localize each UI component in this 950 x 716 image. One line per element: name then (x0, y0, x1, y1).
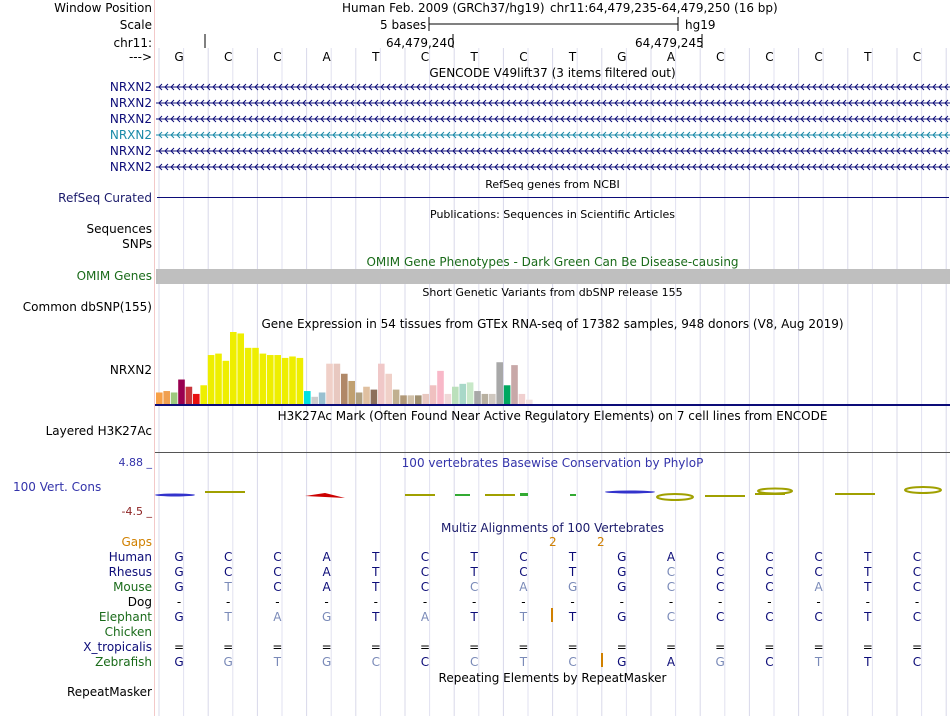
gtex-tissue-bar (163, 391, 170, 404)
aligned-base: T (864, 580, 872, 594)
coord-tick-left (448, 33, 458, 49)
aligned-base: T (814, 655, 823, 669)
gtex-tissue-bar (356, 392, 363, 404)
aligned-base: T (470, 565, 478, 579)
gtex-tissue-bar (274, 355, 281, 404)
reference-base: C (223, 50, 233, 64)
aligned-base: C (273, 550, 282, 564)
reference-base: T (372, 50, 380, 64)
species-label[interactable]: Rhesus (108, 565, 152, 579)
gtex-tissue-bar (496, 362, 503, 404)
phylop-mark (455, 494, 470, 496)
aligned-base: C (420, 580, 430, 594)
gtex-tissue-bar (504, 385, 511, 404)
aligned-base: = (567, 640, 578, 654)
gencode-gene-label[interactable]: NRXN2 (109, 128, 152, 142)
aligned-base: T (864, 565, 872, 579)
gtex-bar-chart[interactable] (155, 330, 950, 406)
gtex-tissue-bar (459, 384, 466, 404)
gencode-gene-label[interactable]: NRXN2 (109, 160, 152, 174)
aligned-base: - (226, 595, 231, 609)
window-position-label: Window Position (54, 1, 152, 15)
gtex-tissue-bar (445, 394, 452, 404)
aligned-base: - (668, 595, 674, 609)
phylop-mark (605, 491, 655, 494)
gtex-tissue-bar (452, 387, 459, 404)
aligned-base: = (223, 640, 234, 654)
aligned-base: C (765, 565, 774, 579)
aligned-base: A (666, 550, 676, 564)
aligned-base: A (814, 580, 823, 594)
aligned-base: A (322, 580, 331, 594)
aligned-base: T (372, 565, 380, 579)
aligned-base: C (814, 550, 823, 564)
assembly-text: Human Feb. 2009 (GRCh37/hg19) (342, 1, 545, 15)
phylop-mark (570, 494, 576, 496)
aligned-base: C (223, 565, 233, 579)
aligned-base: - (373, 595, 378, 609)
aligned-base: - (865, 595, 870, 609)
aligned-base: C (273, 580, 282, 594)
phylop-mark (758, 489, 792, 494)
gap-count-b: 2 (597, 535, 605, 549)
gtex-tissue-bar (437, 371, 444, 404)
gtex-tissue-bar (252, 348, 259, 404)
species-label[interactable]: Elephant (98, 610, 152, 624)
gencode-transcript[interactable] (156, 113, 950, 125)
gtex-tissue-bar (311, 397, 318, 404)
phylop-mark (405, 494, 435, 496)
aligned-base: G (174, 565, 184, 579)
aligned-base: - (521, 595, 526, 609)
gtex-tissue-bar (385, 374, 392, 404)
aligned-base: C (568, 655, 577, 669)
aligned-base: C (715, 550, 725, 564)
aligned-base: C (420, 565, 430, 579)
aligned-base: A (519, 580, 528, 594)
h3k27ac-baseline (155, 452, 950, 453)
aligned-base: = (419, 640, 431, 654)
gtex-tissue-bar (260, 354, 267, 404)
strand-label: ---> (128, 50, 152, 64)
aligned-base: T (470, 610, 478, 624)
gencode-transcript[interactable] (156, 161, 950, 173)
gtex-tissue-bar (511, 365, 518, 404)
phylop-mark (905, 487, 941, 493)
phylop-min: -4.5 _ (121, 505, 152, 518)
reference-base: G (174, 50, 184, 64)
aligned-base: - (324, 595, 329, 609)
aligned-base: - (472, 595, 477, 609)
gtex-tissue-bar (245, 348, 252, 404)
aligned-base: = (665, 640, 677, 654)
aligned-base: G (617, 610, 627, 624)
h3k27ac-label[interactable]: Layered H3K27Ac (45, 424, 152, 438)
scale-bar (428, 16, 680, 32)
aligned-base: C (469, 580, 479, 594)
gencode-title[interactable]: GENCODE V49lift37 (3 items filtered out) (429, 66, 676, 80)
scale-db: hg19 (685, 18, 716, 32)
multiz-title[interactable]: Multiz Alignments of 100 Vertebrates (440, 521, 665, 535)
coord-right: 64,479,245 (635, 36, 704, 50)
reference-base: T (864, 50, 872, 64)
aligned-base: T (372, 610, 380, 624)
aligned-base: T (470, 550, 478, 564)
aligned-base: T (224, 580, 232, 594)
gencode-gene-label[interactable]: NRXN2 (109, 112, 152, 126)
gtex-tissue-bar (237, 333, 244, 404)
coord-tick-right (697, 33, 707, 49)
omim-label[interactable]: OMIM Genes (76, 269, 152, 283)
gtex-tissue-bar (267, 355, 274, 404)
gtex-tissue-bar (378, 364, 385, 404)
aligned-base: - (718, 595, 723, 609)
gtex-tissue-bar (326, 364, 333, 404)
aligned-base: = (862, 640, 873, 654)
aligned-base: C (519, 565, 528, 579)
aligned-base: C (715, 580, 725, 594)
gap-count-a: 2 (549, 535, 557, 549)
aligned-base: T (864, 550, 872, 564)
gencode-gene-label[interactable]: NRXN2 (109, 96, 152, 110)
omim-bar[interactable] (156, 269, 950, 284)
species-label[interactable]: X_tropicalis (83, 640, 152, 654)
aligned-base: T (568, 610, 577, 624)
gencode-transcript[interactable] (156, 81, 950, 93)
aligned-base: G (223, 655, 233, 669)
refseq-gene-line[interactable] (157, 197, 949, 198)
aligned-base: C (912, 610, 922, 624)
reference-base: C (420, 50, 430, 64)
reference-base: C (715, 50, 725, 64)
gtex-tissue-bar (519, 394, 526, 404)
aligned-base: C (666, 565, 676, 579)
aligned-base: C (469, 655, 479, 669)
phylop-mark (155, 494, 195, 497)
gtex-tissue-bar (282, 358, 289, 404)
dbsnp-label[interactable]: Common dbSNP(155) (22, 300, 152, 314)
reference-base: C (273, 50, 282, 64)
refseq-title[interactable]: RefSeq genes from NCBI (485, 178, 620, 191)
gtex-tissue-bar (208, 355, 215, 404)
gtex-tissue-bar (319, 392, 326, 404)
aligned-base: C (715, 610, 725, 624)
reference-base: T (470, 50, 478, 64)
phylop-mark (305, 493, 345, 498)
aligned-base: G (567, 580, 578, 594)
omim-title[interactable]: OMIM Gene Phenotypes - Dark Green Can Be Disease-causing (366, 255, 739, 269)
reference-base: A (322, 50, 331, 64)
aligned-base: - (914, 595, 920, 609)
gtex-tissue-bar (186, 387, 193, 404)
aligned-base: = (813, 640, 824, 654)
phylop-mark (835, 493, 875, 495)
gtex-tissue-bar (474, 391, 481, 404)
aligned-base: C (666, 610, 676, 624)
gencode-gene-label[interactable]: NRXN2 (109, 80, 152, 94)
aligned-base: T (224, 610, 232, 624)
reference-base: C (765, 50, 774, 64)
gtex-tissue-bar (422, 394, 429, 404)
gtex-tissue-bar (178, 380, 185, 404)
aligned-base: - (816, 595, 821, 609)
gtex-title[interactable]: Gene Expression in 54 tissues from GTEx RNA-seq of 17382 samples, 948 donors (V8, Aug 2019) (261, 317, 844, 331)
gtex-tissue-bar (371, 390, 378, 404)
phylop-chart[interactable] (155, 480, 950, 504)
gencode-gene-label[interactable]: NRXN2 (109, 144, 152, 158)
gtex-tissue-bar (467, 382, 474, 404)
aligned-base: G (617, 565, 627, 579)
aligned-base: A (322, 550, 331, 564)
aligned-base: - (422, 595, 428, 609)
gtex-tissue-bar (363, 387, 370, 404)
species-label[interactable]: Mouse (113, 580, 152, 594)
gtex-tissue-bar (297, 358, 304, 404)
gtex-tissue-bar (193, 394, 200, 404)
aligned-base: A (666, 655, 676, 669)
aligned-base: G (321, 610, 332, 624)
gtex-tissue-bar (304, 391, 311, 404)
species-label[interactable]: Dog (127, 595, 152, 609)
h3k27ac-title[interactable]: H3K27Ac Mark (Often Found Near Active Regulatory Elements) on 7 cell lines from ENCODE (277, 409, 828, 423)
phylop-mark (205, 491, 245, 493)
gtex-tissue-bar (289, 356, 296, 404)
phylop-title[interactable]: 100 vertebrates Basewise Conservation by PhyloP (401, 456, 704, 470)
gtex-tissue-bar (400, 395, 407, 404)
aligned-base: C (666, 580, 676, 594)
coord-left: 64,479,240 (386, 36, 455, 50)
aligned-base: C (273, 565, 282, 579)
position-text[interactable]: chr11:64,479,235-64,479,250 (16 bp) (550, 1, 778, 15)
refseq-label[interactable]: RefSeq Curated (58, 191, 152, 205)
aligned-base: G (617, 580, 627, 594)
reference-base: A (666, 50, 676, 64)
gtex-tissue-bar (408, 395, 415, 404)
aligned-base: = (518, 640, 529, 654)
phylop-label[interactable]: 100 Vert. Cons (13, 480, 102, 494)
aligned-base: G (174, 655, 184, 669)
aligned-base: T (568, 550, 577, 564)
gtex-tissue-bar (334, 364, 341, 404)
gtex-tissue-bar (200, 385, 207, 404)
publications-label[interactable]: Sequences (86, 222, 152, 236)
aligned-base: G (174, 550, 184, 564)
gencode-transcript[interactable] (156, 129, 950, 141)
aligned-base: G (174, 610, 184, 624)
aligned-base: T (568, 565, 577, 579)
aligned-base: C (912, 550, 922, 564)
aligned-base: C (912, 565, 922, 579)
gtex-tissue-bar (215, 354, 222, 404)
publications-title[interactable]: Publications: Sequences in Scientific Articles (430, 208, 675, 221)
aligned-base: G (617, 550, 627, 564)
aligned-base: = (370, 640, 381, 654)
gtex-tissue-bar (230, 332, 237, 404)
aligned-base: C (765, 580, 774, 594)
aligned-base: = (764, 640, 775, 654)
scale-text: 5 bases (380, 18, 427, 32)
phylop-mark (485, 494, 515, 496)
gtex-tissue-bar (489, 394, 496, 404)
gtex-tissue-bar (393, 390, 400, 404)
aligned-base: T (519, 655, 528, 669)
aligned-base: C (519, 550, 528, 564)
gtex-tissue-bar (482, 394, 489, 404)
aligned-base: C (371, 655, 380, 669)
aligned-base: T (519, 610, 528, 624)
scale-label: Scale (119, 18, 152, 32)
aligned-base: C (814, 610, 823, 624)
reference-sequence (0, 50, 950, 64)
gtex-tissue-bar (171, 392, 178, 404)
gtex-label[interactable]: NRXN2 (109, 363, 152, 377)
reference-base: T (568, 50, 577, 64)
gaps-label[interactable]: Gaps (121, 535, 152, 549)
gtex-tissue-bar (415, 395, 422, 404)
snps-label[interactable]: SNPs (122, 237, 152, 251)
aligned-base: C (223, 550, 233, 564)
aligned-base: G (715, 655, 725, 669)
species-label[interactable]: Zebrafish (95, 655, 152, 669)
aligned-base: - (619, 595, 624, 609)
aligned-base: = (321, 640, 332, 654)
aligned-base: = (911, 640, 923, 654)
aligned-base: T (864, 655, 872, 669)
aligned-base: = (715, 640, 726, 654)
aligned-base: C (765, 610, 774, 624)
repeatmasker-label[interactable]: RepeatMasker (66, 685, 152, 699)
aligned-base: G (174, 580, 184, 594)
aligned-base: G (321, 655, 332, 669)
aligned-base: A (420, 610, 430, 624)
aligned-base: - (767, 595, 772, 609)
aligned-base: C (814, 565, 823, 579)
aligned-base: T (273, 655, 282, 669)
reference-base: C (814, 50, 823, 64)
aligned-base: = (469, 640, 480, 654)
aligned-base: = (173, 640, 185, 654)
phylop-max: 4.88 _ (118, 456, 152, 469)
aligned-base: C (912, 580, 922, 594)
gtex-tissue-bar (341, 374, 348, 404)
reference-base: G (617, 50, 627, 64)
elephant-gap-marker (551, 608, 553, 622)
species-label[interactable]: Human (108, 550, 152, 564)
chrom-label: chr11: (113, 36, 152, 50)
aligned-base: T (372, 580, 380, 594)
reference-base: C (912, 50, 922, 64)
aligned-base: A (322, 565, 331, 579)
aligned-base: G (617, 655, 627, 669)
phylop-mark (657, 494, 693, 500)
aligned-base: C (765, 550, 774, 564)
aligned-base: C (715, 565, 725, 579)
gtex-tissue-bar (430, 385, 437, 404)
gtex-tissue-bar (526, 400, 533, 404)
phylop-mark (705, 495, 745, 497)
zebrafish-gap-marker (601, 653, 603, 667)
aligned-base: C (420, 655, 430, 669)
aligned-base: A (273, 610, 282, 624)
aligned-base: - (570, 595, 575, 609)
gtex-tissue-bar (348, 381, 355, 404)
aligned-base: C (420, 550, 430, 564)
phylop-mark (520, 493, 528, 496)
aligned-base: = (616, 640, 627, 654)
gtex-tissue-bar (156, 392, 163, 404)
aligned-base: C (765, 655, 774, 669)
aligned-base: T (372, 550, 380, 564)
species-label[interactable]: Chicken (104, 625, 152, 639)
aligned-base: - (275, 595, 280, 609)
aligned-base: = (272, 640, 283, 654)
phylop-marks (155, 487, 941, 500)
gtex-tissue-bar (223, 361, 230, 404)
aligned-base: T (864, 610, 872, 624)
gencode-transcript[interactable] (156, 145, 950, 157)
dbsnp-title[interactable]: Short Genetic Variants from dbSNP release 155 (422, 286, 683, 299)
aligned-base: - (176, 595, 182, 609)
aligned-base: C (912, 655, 922, 669)
repeatmasker-title[interactable]: Repeating Elements by RepeatMasker (438, 671, 667, 685)
chrom-tick-left (200, 33, 210, 49)
reference-base: C (519, 50, 528, 64)
gencode-transcript[interactable] (156, 97, 950, 109)
